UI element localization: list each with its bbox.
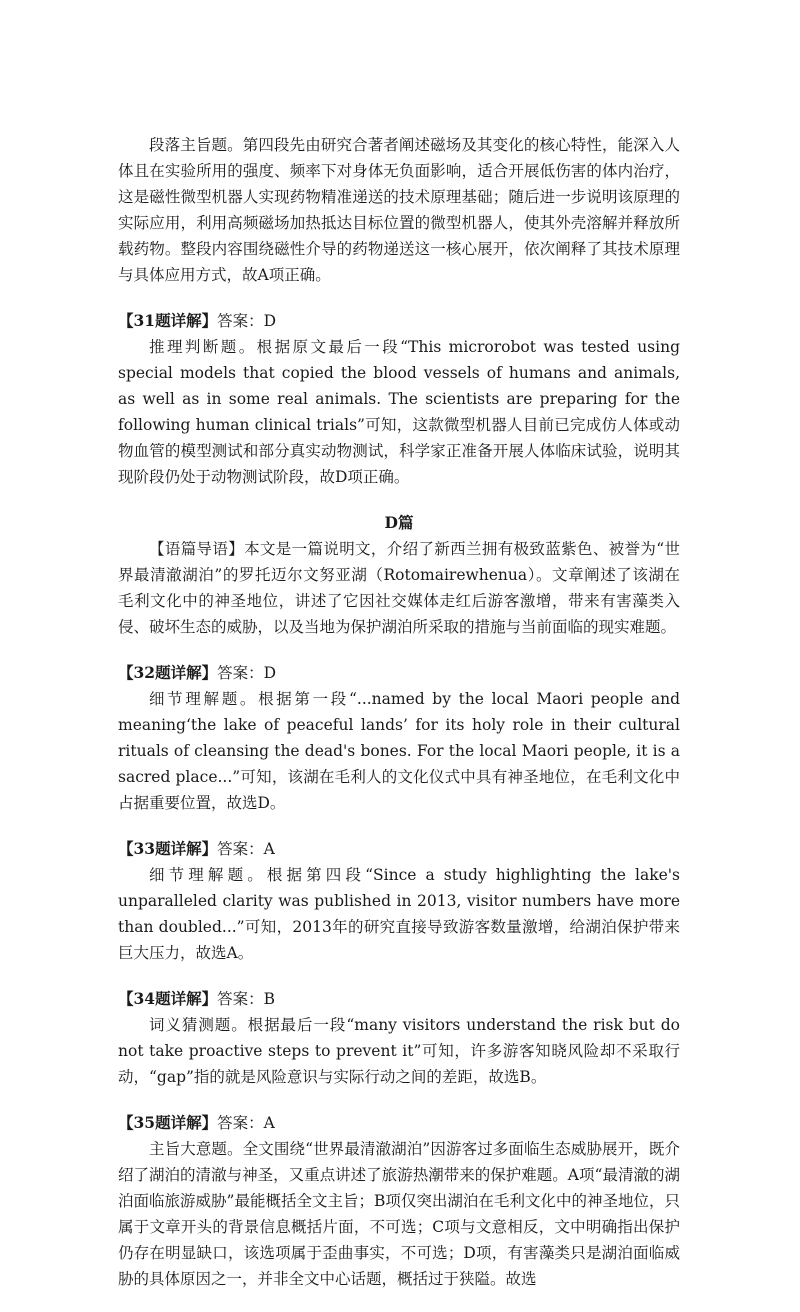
q33-body: 细节理解题。根据第四段“Since a study highlighting the lake's unparalleled clarity was published in 2013, visitor numbers have more than doubled...”可知，2013年的研究直接导致游客数量激增，给湖泊保护带来巨大压力，故选A。 — [118, 866, 680, 962]
q35-answer: 答案：A — [217, 1114, 275, 1132]
section-title: D篇 — [384, 513, 414, 532]
q34-body: 词义猜测题。根据最后一段“many visitors understand the risk but do not take proactive steps to prevent it”可知，许多游客知晓风险却不采取行动，“gap”指的就是风险意识与实际行动之间的差距，故选B。 — [118, 1016, 680, 1086]
passage-intro: 【语篇导语】本文是一篇说明文，介绍了新西兰拥有极致蓝紫色、被誉为“世界最清澈湖泊”的罗托迈尔文努亚湖（Rotomairewhenua）。文章阐述了该湖在毛利文化中的神圣地位，讲述了它因社交媒体走红后游客激增，带来有害藻类入侵、破坏生态的威胁，以及当地为保护湖泊所采取的措施与当前面临的现实难题。 — [118, 540, 680, 636]
q31-block — [118, 308, 680, 490]
q34-block — [118, 986, 680, 1090]
q31-body: 推理判断题。根据原文最后一段“This microrobot was tested using special models that copied the blood vessels of humans and animals, as well as in some real animals. The scientists are preparing for the following human clinical trials”可知，这款微型机器人目前已完成仿人体或动物血管的模型测试和部分真实动物测试，科学家正准备开展人体临床试验，说明其现阶段仍处于动物测试阶段，故D项正确。 — [118, 338, 680, 486]
q33-heading: 【33题详解】 — [118, 839, 218, 858]
q32-answer: 答案：D — [217, 664, 277, 682]
q32-heading-line — [118, 660, 680, 686]
q35-heading-line — [118, 1110, 680, 1136]
q35-body: 主旨大意题。全文围绕“世界最清澈湖泊”因游客过多面临生态威胁展开，既介绍了湖泊的清澈与神圣，又重点讲述了旅游热潮带来的保护难题。A项“最清澈的湖泊面临旅游威胁”最能概括全文主旨；B项仅突出湖泊在毛利文化中的神圣地位，只属于文章开头的背景信息概括片面，不可选；C项与文意相反，文中明确指出保护仍存在明显缺口，该选项属于歪曲事实，不可选；D项，有害藻类只是湖泊面临威胁的具体原因之一，并非全文中心话题，概括过于狭隘。故选 — [118, 1140, 680, 1288]
q31-heading-line — [118, 308, 680, 334]
q33-block — [118, 836, 680, 966]
q32-heading: 【32题详解】 — [118, 663, 218, 682]
q31-answer: 答案：D — [217, 312, 277, 330]
q31-heading: 【31题详解】 — [118, 311, 218, 330]
q33-heading-line — [118, 836, 680, 862]
intro-paragraph-block — [118, 132, 680, 288]
q34-heading-line — [118, 986, 680, 1012]
q34-heading: 【34题详解】 — [118, 989, 218, 1008]
q32-body: 细节理解题。根据第一段“...named by the local Maori people and meaning‘the lake of peaceful lands’ for its holy role in their cultural rituals of cleansing the dead's bones. For the local Maori people, it is a sacred place...”可知，该湖在毛利人的文化仪式中具有神圣地位，在毛利文化中占据重要位置，故选D。 — [118, 690, 680, 812]
q32-block — [118, 660, 680, 816]
q35-heading: 【35题详解】 — [118, 1113, 218, 1132]
q35-block — [118, 1110, 680, 1292]
q33-answer: 答案：A — [217, 840, 275, 858]
q34-answer: 答案：B — [217, 990, 275, 1008]
passage-intro-block — [118, 536, 680, 640]
document-page — [118, 132, 680, 1312]
intro-paragraph: 段落主旨题。第四段先由研究合著者阐述磁场及其变化的核心特性，能深入人体且在实验所用的强度、频率下对身体无负面影响，适合开展低伤害的体内治疗，这是磁性微型机器人实现药物精准递送的技术原理基础；随后进一步说明该原理的实际应用，利用高频磁场加热抵达目标位置的微型机器人，使其外壳溶解并释放所载药物。整段内容围绕磁性介导的药物递送这一核心展开，依次阐释了其技术原理与具体应用方式，故A项正确。 — [118, 136, 680, 284]
